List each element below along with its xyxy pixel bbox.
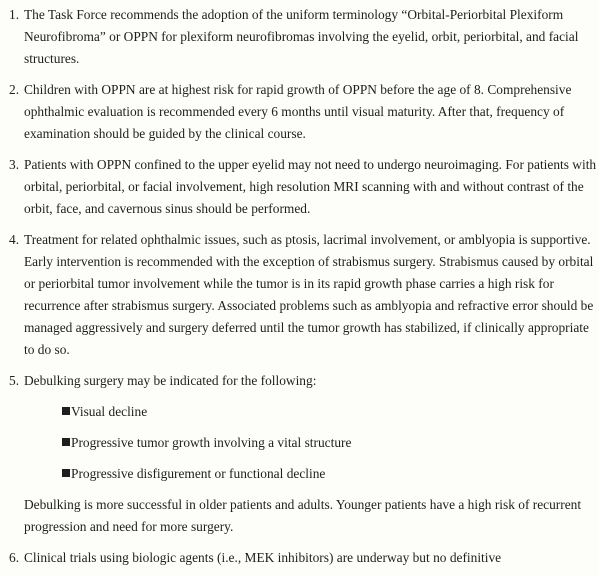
item-number: 5.: [9, 373, 20, 388]
bullet-text: Visual decline: [71, 404, 148, 419]
square-bullet-icon: [62, 469, 70, 477]
square-bullet-icon: [62, 438, 70, 446]
bullet-text: Progressive disfigurement or functional decline: [71, 466, 326, 481]
item-text: Patients with OPPN confined to the upper eyelid may not need to undergo neuroimaging. For patients with orbital, periorbital, or facial involvement, high resolution MRI scanning with and without contrast of the orbit, face, and cavernous sinus should be performed.: [24, 157, 597, 216]
item-number: 3.: [9, 157, 20, 172]
item-followup-text: Debulking is more successful in older patients and adults. Younger patients have a high risk of recurrent progression and need for more surgery.: [24, 497, 582, 534]
recommendations-list: [0, 4, 599, 576]
item-number: 2.: [9, 82, 20, 97]
item-text: The Task Force recommends the adoption of the uniform terminology “Orbital-Periorbital Plexiform Neurofibroma” or OPPN for plexiform neurofibromas involving the eyelid, orbit, periorbital, and facial structures.: [24, 7, 579, 66]
list-item: [0, 4, 599, 70]
item-number: 6.: [9, 550, 20, 565]
square-bullet-icon: [62, 407, 70, 415]
list-item: [0, 370, 599, 538]
item-text: Treatment for related ophthalmic issues, such as ptosis, lacrimal involvement, or amblyopia is supportive. Early intervention is recommended with the exception of strabismus surgery. Strabismus caused by orbital or periorbital tumor involvement while the tumor is in its rapid growth phase carries a high risk for recurrence after strabismus surgery. Associated problems such as amblyopia and refractive error should be managed aggressively and surgery deferred until the tumor growth has stabilized, if clinically appropriate to do so.: [24, 232, 594, 357]
bullet-text: Progressive tumor growth involving a vital structure: [71, 435, 352, 450]
item-text: Debulking surgery may be indicated for the following:: [24, 373, 317, 388]
list-item: [0, 154, 599, 220]
item-text: Clinical trials using biologic agents (i.e., MEK inhibitors) are underway but no definitive: [24, 550, 502, 565]
list-item: [0, 79, 599, 145]
item-number: 4.: [9, 232, 20, 247]
list-item: [0, 229, 599, 361]
item-number: 1.: [9, 7, 20, 22]
bullet-list: [24, 401, 597, 485]
item-text: Children with OPPN are at highest risk for rapid growth of OPPN before the age of 8. Comprehensive ophthalmic evaluation is recommended every 6 months until visual maturity. After that, frequency of examination should be guided by the clinical course.: [24, 82, 572, 141]
bullet-item: [24, 401, 597, 423]
bullet-item: [24, 463, 597, 485]
bullet-item: [24, 432, 597, 454]
list-item: [0, 547, 599, 567]
